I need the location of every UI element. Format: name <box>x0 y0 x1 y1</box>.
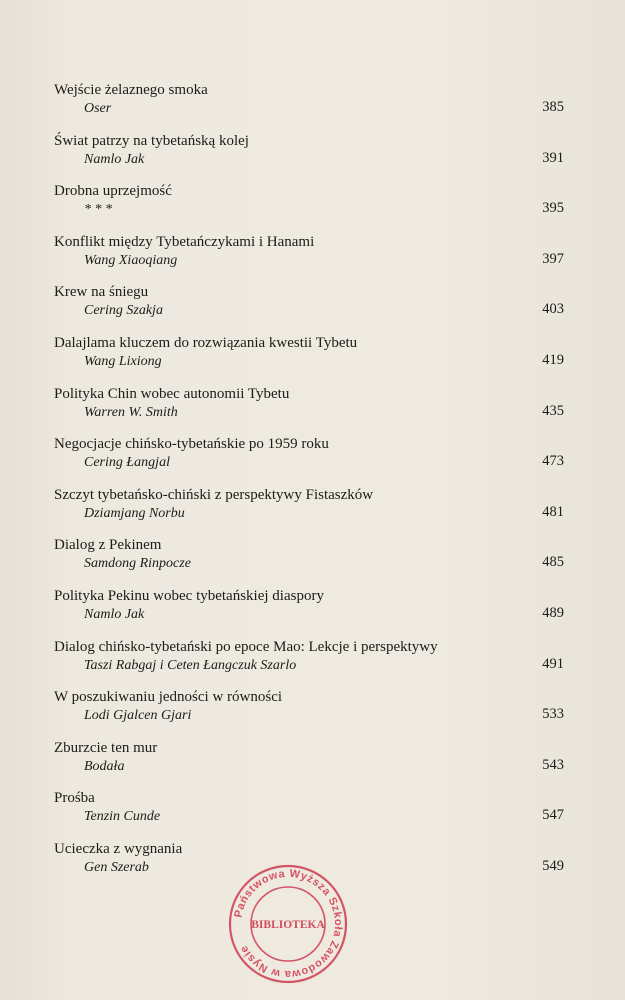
toc-entry <box>54 637 564 688</box>
entry-title: Ucieczka z wygnania <box>54 840 183 857</box>
entry-title: Dalajlama kluczem do rozwiązania kwestii Tybetu <box>54 334 358 351</box>
entry-page-number: 485 <box>542 554 564 571</box>
entry-author: Samdong Rinpocze <box>84 556 191 572</box>
entry-title: Zburzcie ten mur <box>54 739 158 756</box>
entry-page-number: 489 <box>542 604 564 621</box>
entry-page-number: 473 <box>542 453 564 470</box>
entry-author: Namlo Jak <box>84 606 145 622</box>
entry-page-number: 549 <box>542 857 564 874</box>
entry-title: Negocjacje chińsko-tybetańskie po 1959 roku <box>54 436 329 453</box>
entry-page-number: 395 <box>542 200 564 217</box>
entry-author: Gen Szerab <box>84 859 149 875</box>
entry-title: Wejście żelaznego smoka <box>54 82 208 98</box>
entry-author: Lodi Gjalcen Gjari <box>84 708 192 724</box>
toc-entry <box>54 485 564 536</box>
entry-page-number: 385 <box>542 99 564 115</box>
entry-page-number: 403 <box>542 301 564 318</box>
entry-page-number: 547 <box>542 807 564 824</box>
entry-author: Taszi Rabgaj i Ceten Łangczuk Szarlo <box>84 657 297 673</box>
entry-author: * * * <box>84 202 112 218</box>
toc-entry <box>54 788 564 839</box>
entry-title: W poszukiwaniu jedności w równości <box>54 689 283 706</box>
entry-page-number: 543 <box>542 756 564 773</box>
entry-author: Bodała <box>84 758 125 774</box>
entry-page-number: 435 <box>542 402 564 419</box>
entry-title: Drobna uprzejmość <box>54 183 172 200</box>
entry-title: Prośba <box>54 790 95 807</box>
entry-author: Tenzin Cunde <box>84 809 161 825</box>
entry-author: Wang Lixiong <box>84 353 162 369</box>
entry-author: Dziamjang Norbu <box>84 505 185 521</box>
entry-author: Cering Łangjal <box>84 455 170 471</box>
library-stamp <box>226 862 350 986</box>
entry-author: Wang Xiaoqiang <box>84 252 178 268</box>
entry-page-number: 491 <box>542 655 564 672</box>
toc-entry <box>54 80 564 131</box>
toc-entry <box>54 687 564 738</box>
entry-page-number: 397 <box>542 250 564 267</box>
entry-title: Świat patrzy na tybetańską kolej <box>54 132 249 149</box>
entry-title: Konflikt między Tybetańczykami i Hanami <box>54 233 315 250</box>
entry-page-number: 419 <box>542 351 564 368</box>
stamp-outer-text: Państwowa Wyższa Szkoła Zawodowa w Nysie <box>232 867 345 981</box>
entry-author: Namlo Jak <box>84 151 145 167</box>
entry-page-number: 481 <box>542 503 564 520</box>
entry-title: Szczyt tybetańsko-chiński z perspektywy Fistaszków <box>54 486 374 503</box>
table-of-contents <box>54 80 564 890</box>
toc-entry <box>54 738 564 789</box>
entry-author: Oser <box>84 101 112 116</box>
toc-entry <box>54 434 564 485</box>
toc-entry <box>54 181 564 232</box>
entry-author: Cering Szakja <box>84 303 163 319</box>
toc-entry <box>54 131 564 182</box>
toc-entry <box>54 535 564 586</box>
entry-page-number: 391 <box>542 149 564 166</box>
entry-author: Warren W. Smith <box>84 404 178 420</box>
entry-title: Polityka Pekinu wobec tybetańskiej diaspory <box>54 587 324 604</box>
stamp-center-text: BIBLIOTEKA <box>251 919 325 931</box>
entry-page-number: 533 <box>542 706 564 723</box>
entry-title: Dialog chińsko-tybetański po epoce Mao: Lekcje i perspektywy <box>54 638 438 655</box>
toc-entry <box>54 586 564 637</box>
entry-title: Krew na śniegu <box>54 284 149 301</box>
toc-entry <box>54 232 564 283</box>
toc-entry <box>54 282 564 333</box>
entry-title: Dialog z Pekinem <box>54 537 162 554</box>
entry-title: Polityka Chin wobec autonomii Tybetu <box>54 385 290 402</box>
toc-entry <box>54 384 564 435</box>
toc-entry <box>54 333 564 384</box>
